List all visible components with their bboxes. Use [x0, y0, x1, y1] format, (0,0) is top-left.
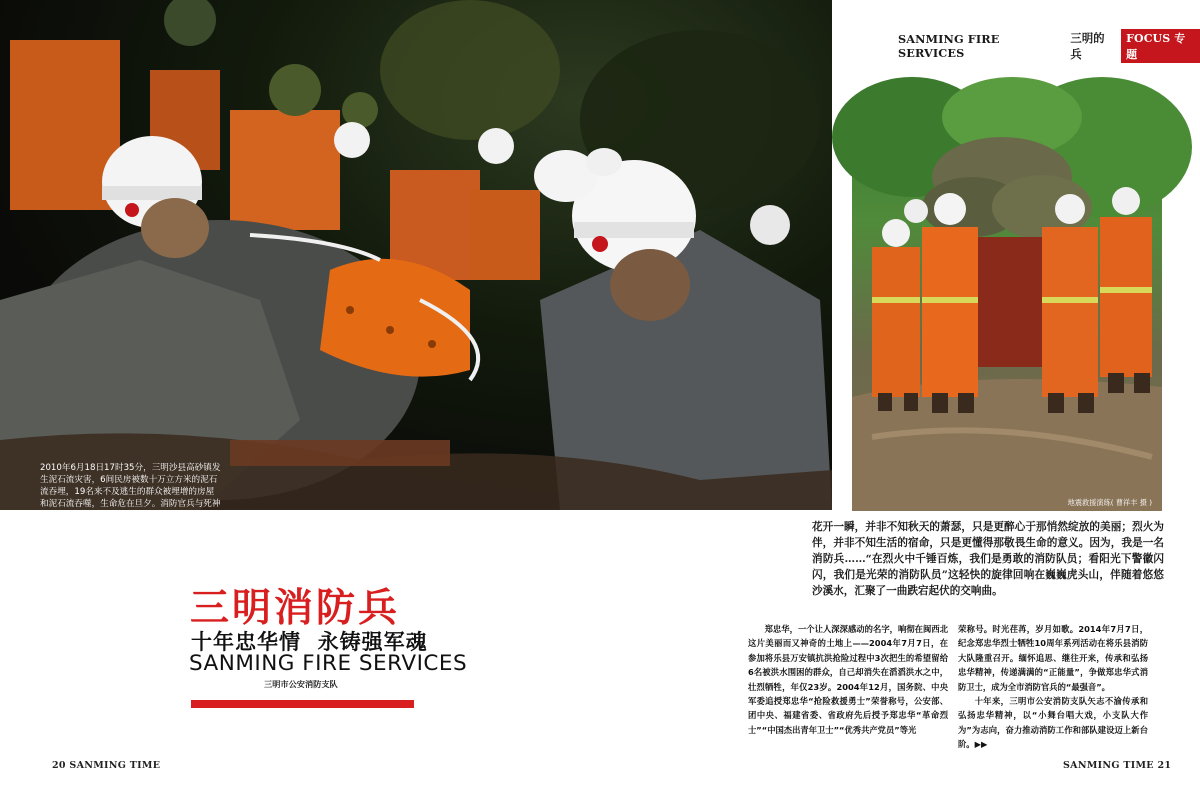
section-title-cn: 三明的兵 [1070, 30, 1105, 61]
focus-badge: FOCUS 专题 [1121, 29, 1200, 63]
body-paragraph: 十年来，三明市公安消防支队矢志不渝传承和弘扬忠华精神，以“小舞台唱大戏，小支队大作为”为志向，奋力推动消防工作和部队建设迈上新台阶。▶▶ [958, 696, 1148, 750]
main-rescue-photo [0, 0, 832, 521]
body-column-1 [748, 622, 948, 737]
article-byline: 三明市公安消防支队 [264, 679, 338, 689]
section-header [898, 30, 1200, 61]
title-underline-bar [191, 700, 414, 708]
intro-paragraph: 花开一瞬，并非不知秋天的萧瑟，只是更醉心于那悄然绽放的美丽；烈火为伴，并非不知生活的宿命，只是更懂得那敬畏生命的意义。因为，我是一名消防兵……“在烈火中千锤百炼，我们是勇敢的消防队员；看阳光下警徽闪闪，我们是光荣的消防队员”这轻快的旋律回响在巍巍虎头山，伴随着悠悠沙溪水，汇聚了一曲跌宕起伏的交响曲。 [812, 521, 1164, 597]
body-paragraph: 荣称号。时光荏苒，岁月如歌。2014年7月7日，纪念郑忠华烈士牺牲10周年系列活动在将乐县消防大队隆重召开。缅怀追思、继往开来，传承和弘扬忠华精神，传递满满的“正能量”，争做郑忠华式消防卫士，成为全市消防官兵的“最强音”。 [958, 624, 1148, 692]
page-footer-right: SANMING TIME 21 [1063, 760, 1172, 771]
article-subtitle-cn: 十年忠华情 永铸强军魂 [191, 630, 428, 654]
drill-photo [852, 97, 1162, 511]
body-column-2 [958, 622, 1148, 752]
article-subtitle-en: SANMING FIRE SERVICES [189, 651, 468, 676]
main-photo-caption: 2010年6月18日17时35分，三明沙县高砂镇发生泥石流灾害，6间民房被数十万立方米的泥石流吞埋，19名来不及逃生的群众被埋增的房屋和泥石流吞噬，生命危在旦夕。消防官兵与死神赛跑，全力展开营救。 [40, 463, 221, 521]
page-footer-left: 20 SANMING TIME [52, 760, 161, 771]
section-title-en: SANMING FIRE SERVICES [898, 31, 1000, 60]
earthquake-drill-illustration [852, 97, 1162, 511]
article-title: 三明消防兵 [190, 585, 401, 631]
body-paragraph: 郑忠华，一个让人深深感动的名字，响彻在闽西北这片美丽而又神奇的土地上——2004年7月7日，在参加将乐县万安镇抗洪抢险过程中3次把生的希望留给6名被洪水围困的群众，自己却消失在滔滔洪水之中，壮烈牺牲，年仅23岁。2004年12月，国务院、中央军委追授郑忠华“抢险救援勇士”荣誉称号，公安部、团中央、福建省委、省政府先后授予郑忠华“革命烈士”“中国杰出青年卫士”“优秀共产党员”等光 [748, 624, 948, 735]
rescue-scene-illustration [0, 0, 832, 510]
photo-credit: 地震救援演练( 曹祥丰 摄 ) [1067, 498, 1152, 507]
